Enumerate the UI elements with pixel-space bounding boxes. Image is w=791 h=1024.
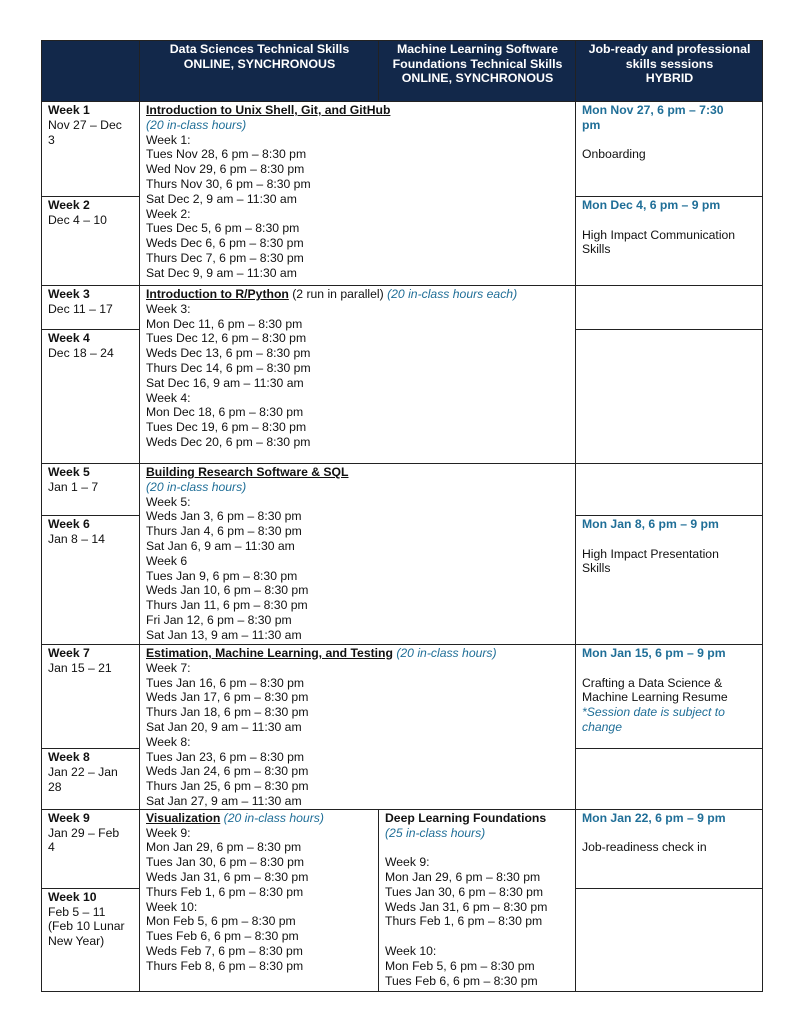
session-resume: Mon Jan 15, 6 pm – 9 pm Crafting a Data Science & Machine Learning Resume *Session date is subject to change	[576, 645, 763, 749]
week-cell: Week 2 Dec 4 – 10	[42, 197, 140, 286]
week-cell: Week 6 Jan 8 – 14	[42, 516, 140, 645]
week-cell: Week 8 Jan 22 – Jan 28	[42, 749, 140, 809]
session-empty	[576, 888, 763, 991]
schedule-table	[41, 40, 763, 992]
course-hours: (25 in-class hours)	[385, 825, 486, 840]
table-row	[42, 464, 763, 516]
course-hours: (20 in-class hours)	[223, 810, 324, 825]
header-corner	[42, 41, 140, 102]
course-r-python: Introduction to R/Python (2 run in parallel) (20 in-class hours each) Week 3: Mon Dec 11, 6 pm – 8:30 pm Tues Dec 12, 6 pm – 8:30 pm Weds Dec 13, 6 pm – 8:30 pm Thurs Dec 14, 6 pm – 8:30 pm Sat Dec 16, 9 am – 11:30 am Week 4: Mon Dec 18, 6 pm – 8:30 pm Tues Dec 19, 6 pm – 8:30 pm Weds Dec 20, 6 pm – 8:30 pm	[140, 286, 576, 464]
course-hours: (20 in-class hours)	[146, 117, 247, 132]
table-row	[42, 102, 763, 197]
course-hours: (20 in-class hours each)	[387, 287, 518, 301]
course-title: Visualization	[146, 810, 221, 825]
week-cell: Week 1 Nov 27 – Dec 3	[42, 102, 140, 197]
session-presentation: Mon Jan 8, 6 pm – 9 pm High Impact Presentation Skills	[576, 516, 763, 645]
course-visualization: Visualization (20 in-class hours) Week 9: Mon Jan 29, 6 pm – 8:30 pm Tues Jan 30, 6 pm – 8:30 pm Weds Jan 31, 6 pm – 8:30 pm Thurs Feb 1, 6 pm – 8:30 pm Week 10: Mon Feb 5, 6 pm – 8:30 pm Tues Feb 6, 6 pm – 8:30 pm Weds Feb 7, 6 pm – 8:30 pm Thurs Feb 8, 6 pm – 8:30 pm	[140, 809, 379, 991]
session-empty	[576, 749, 763, 809]
course-title: Introduction to Unix Shell, Git, and GitHub	[146, 103, 391, 117]
course-title: Introduction to R/Python	[146, 287, 289, 301]
course-research-software: Building Research Software & SQL (20 in-class hours) Week 5: Weds Jan 3, 6 pm – 8:30 pm Thurs Jan 4, 6 pm – 8:30 pm Sat Jan 6, 9 am – 11:30 am Week 6 Tues Jan 9, 6 pm – 8:30 pm Weds Jan 10, 6 pm – 8:30 pm Thurs Jan 11, 6 pm – 8:30 pm Fri Jan 12, 6 pm – 8:30 pm Sat Jan 13, 9 am – 11:30 am	[140, 464, 576, 645]
session-empty	[576, 464, 763, 516]
week-cell: Week 5 Jan 1 – 7	[42, 464, 140, 516]
week-cell: Week 4 Dec 18 – 24	[42, 330, 140, 464]
week-cell: Week 9 Jan 29 – Feb 4	[42, 809, 140, 888]
course-title: Deep Learning Foundations	[385, 810, 547, 825]
course-title: Building Research Software & SQL	[146, 465, 349, 479]
table-row	[42, 286, 763, 330]
course-deep-learning: Deep Learning Foundations (25 in-class hours) Week 9: Mon Jan 29, 6 pm – 8:30 pm Tues Jan 30, 6 pm – 8:30 pm Weds Jan 31, 6 pm – 8:30 pm Thurs Feb 1, 6 pm – 8:30 pm Week 10: Mon Feb 5, 6 pm – 8:30 pm Tues Feb 6, 6 pm – 8:30 pm	[379, 809, 576, 991]
header-data-sciences: Data Sciences Technical Skills ONLINE, SYNCHRONOUS	[140, 41, 379, 102]
course-title: Estimation, Machine Learning, and Testing	[146, 646, 393, 660]
week-cell: Week 10 Feb 5 – 11 (Feb 10 Lunar New Year)	[42, 888, 140, 991]
course-unix: Introduction to Unix Shell, Git, and GitHub (20 in-class hours) Week 1: Tues Nov 28, 6 pm – 8:30 pm Wed Nov 29, 6 pm – 8:30 pm Thurs Nov 30, 6 pm – 8:30 pm Sat Dec 2, 9 am – 11:30 am Week 2: Tues Dec 5, 6 pm – 8:30 pm Weds Dec 6, 6 pm – 8:30 pm Thurs Dec 7, 6 pm – 8:30 pm Sat Dec 9, 9 am – 11:30 am	[140, 102, 576, 286]
course-hours: (20 in-class hours)	[396, 646, 497, 660]
session-readiness: Mon Jan 22, 6 pm – 9 pm Job-readiness check in	[576, 809, 763, 888]
session-communication: Mon Dec 4, 6 pm – 9 pm High Impact Communication Skills	[576, 197, 763, 286]
table-row	[42, 809, 763, 888]
course-machine-learning: Estimation, Machine Learning, and Testing (20 in-class hours) Week 7: Tues Jan 16, 6 pm – 8:30 pm Weds Jan 17, 6 pm – 8:30 pm Thurs Jan 18, 6 pm – 8:30 pm Sat Jan 20, 9 am – 11:30 am Week 8: Tues Jan 23, 6 pm – 8:30 pm Weds Jan 24, 6 pm – 8:30 pm Thurs Jan 25, 6 pm – 8:30 pm Sat Jan 27, 9 am – 11:30 am	[140, 645, 576, 810]
session-onboarding: Mon Nov 27, 6 pm – 7:30 pm Onboarding	[576, 102, 763, 197]
header-job-ready: Job-ready and professional skills sessions HYBRID	[576, 41, 763, 102]
header-ml-software: Machine Learning Software Foundations Technical Skills ONLINE, SYNCHRONOUS	[379, 41, 576, 102]
session-empty	[576, 286, 763, 330]
course-hours: (20 in-class hours)	[146, 479, 247, 494]
session-empty	[576, 330, 763, 464]
header-row	[42, 41, 763, 102]
table-row	[42, 645, 763, 749]
week-cell: Week 7 Jan 15 – 21	[42, 645, 140, 749]
week-cell: Week 3 Dec 11 – 17	[42, 286, 140, 330]
